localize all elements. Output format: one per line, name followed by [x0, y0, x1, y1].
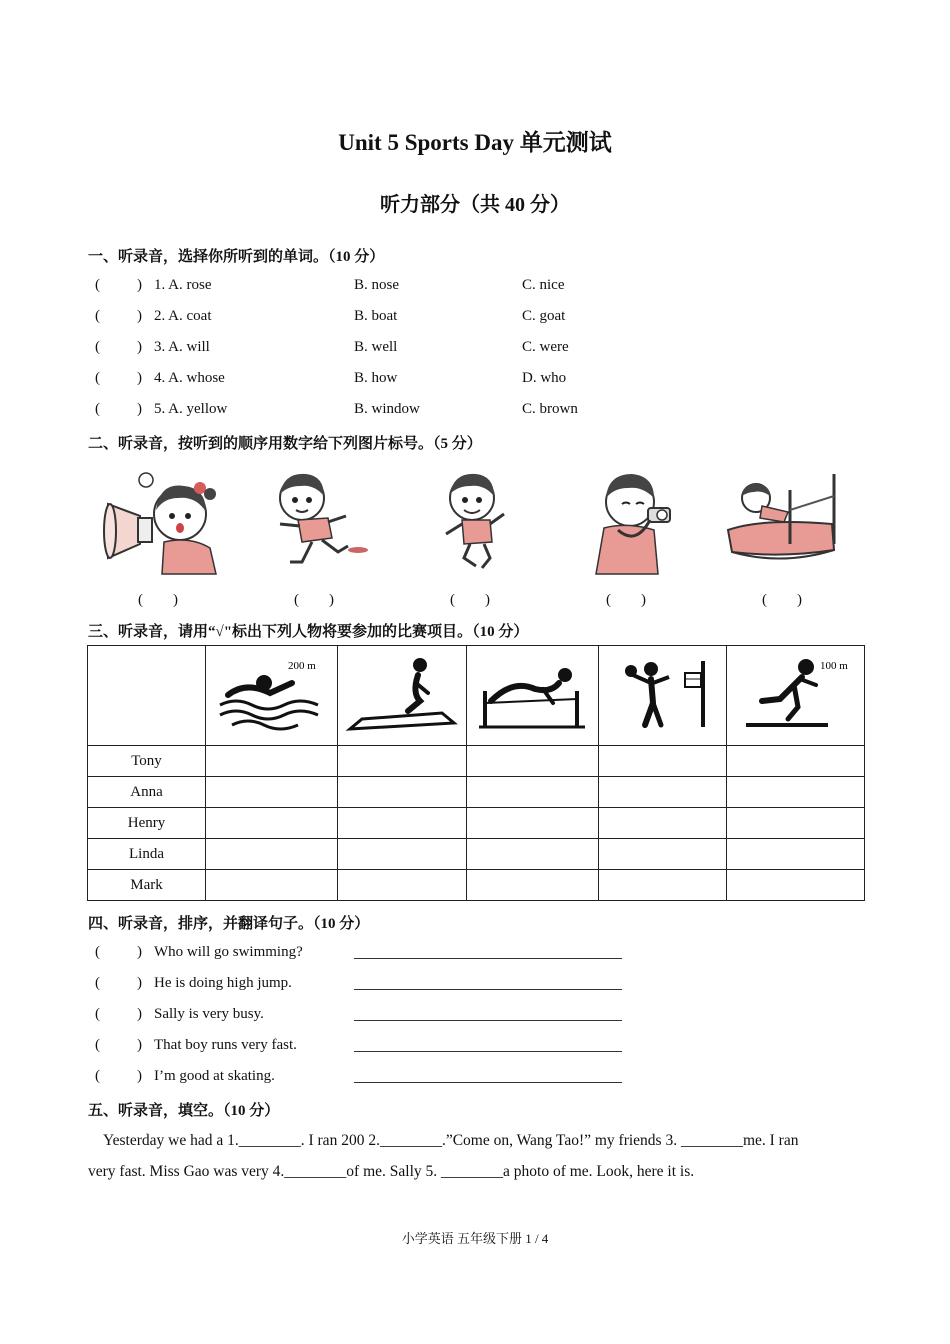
check-cell[interactable]: [599, 746, 727, 777]
check-cell[interactable]: [727, 808, 865, 839]
option-a: 3. A. will: [154, 339, 210, 355]
sentence-row: [88, 1068, 868, 1090]
option-c: D. who: [522, 370, 567, 386]
participant-name: Tony: [88, 746, 206, 777]
order-paren-open[interactable]: (: [95, 1006, 100, 1022]
answer-paren-close: ): [137, 339, 142, 355]
sentence-text: Who will go swimming?: [154, 944, 303, 960]
check-cell[interactable]: [206, 870, 338, 901]
check-cell[interactable]: [338, 777, 467, 808]
picture-answer-slot[interactable]: ( ): [762, 592, 802, 608]
picture-answer-slot[interactable]: ( ): [450, 592, 490, 608]
participant-name: Henry: [88, 808, 206, 839]
question-row: [88, 277, 868, 299]
option-a: 1. A. rose: [154, 277, 212, 293]
answer-paren-open[interactable]: (: [95, 277, 100, 293]
translation-blank[interactable]: [354, 958, 622, 959]
running-icon: [727, 646, 865, 746]
order-paren-close: ): [137, 1068, 142, 1084]
sentence-text: That boy runs very fast.: [154, 1037, 297, 1053]
order-paren-open[interactable]: (: [95, 975, 100, 991]
translation-blank[interactable]: [354, 1082, 622, 1083]
picture-answer-slot[interactable]: ( ): [606, 592, 646, 608]
basketball-icon: [599, 646, 727, 746]
sentence-text: Sally is very busy.: [154, 1006, 264, 1022]
answer-paren-open[interactable]: (: [95, 308, 100, 324]
check-cell[interactable]: [206, 746, 338, 777]
order-paren-close: ): [137, 944, 142, 960]
check-cell[interactable]: [467, 777, 599, 808]
option-b: B. boat: [354, 308, 398, 324]
sentence-text: I’m good at skating.: [154, 1068, 275, 1084]
section5-heading: 五、听录音，填空。（10 分）: [88, 1103, 280, 1119]
section2-heading: 二、听录音，按听到的顺序用数字给下列图片标号。（5 分）: [88, 436, 482, 452]
swimming-distance-label: 200 m: [287, 660, 316, 672]
boy-running-icon: [262, 466, 392, 576]
check-cell[interactable]: [338, 808, 467, 839]
picture-answer-slot[interactable]: ( ): [294, 592, 334, 608]
question-row: [88, 308, 868, 330]
section1-heading: 一、听录音，选择你所听到的单词。（10 分）: [88, 249, 385, 265]
check-cell[interactable]: [338, 870, 467, 901]
table-corner-cell: [88, 646, 206, 746]
option-c: C. goat: [522, 308, 566, 324]
answer-paren-open[interactable]: (: [95, 401, 100, 417]
question-row: [88, 370, 868, 392]
answer-paren-close: ): [137, 401, 142, 417]
translation-blank[interactable]: [354, 1051, 622, 1052]
option-c: C. brown: [522, 401, 578, 417]
long-jump-icon: [338, 646, 467, 746]
high-jump-icon: [467, 646, 599, 746]
option-b: B. how: [354, 370, 398, 386]
translation-blank[interactable]: [354, 989, 622, 990]
passage-line-2: very fast. Miss Gao was very 4.________of me. Sally 5. ________a photo of me. Look, here it is.: [88, 1163, 695, 1180]
option-b: B. well: [354, 339, 398, 355]
boy-camera-icon: [578, 466, 708, 576]
section3-heading: 三、听录音，请用“√"标出下列人物将要参加的比赛项目。（10 分）: [88, 624, 529, 640]
sentence-text: He is doing high jump.: [154, 975, 292, 991]
option-c: C. were: [522, 339, 569, 355]
page-title: Unit 5 Sports Day 单元测试: [338, 130, 612, 155]
check-cell[interactable]: [206, 839, 338, 870]
sentence-row: [88, 944, 868, 966]
check-cell[interactable]: [206, 808, 338, 839]
participant-name: Mark: [88, 870, 206, 901]
check-cell[interactable]: [727, 777, 865, 808]
check-cell[interactable]: [727, 870, 865, 901]
order-paren-open[interactable]: (: [95, 1068, 100, 1084]
option-b: B. nose: [354, 277, 399, 293]
sentence-row: [88, 1006, 868, 1028]
boy-high-jump-icon: [722, 466, 852, 576]
passage-line-1: Yesterday we had a 1.________. I ran 200 2.________.”Come on, Wang Tao!” my friends 3. ________me. I ran: [103, 1132, 799, 1149]
translation-blank[interactable]: [354, 1020, 622, 1021]
answer-paren-close: ): [137, 277, 142, 293]
question-row: [88, 339, 868, 361]
question-row: [88, 401, 868, 423]
option-c: C. nice: [522, 277, 565, 293]
running-distance-label: 100 m: [819, 660, 848, 672]
answer-paren-close: ): [137, 308, 142, 324]
boy-jumping-icon: [420, 466, 550, 576]
check-cell[interactable]: [727, 839, 865, 870]
picture-answer-slot[interactable]: ( ): [138, 592, 178, 608]
check-cell[interactable]: [599, 839, 727, 870]
order-paren-close: ): [137, 1006, 142, 1022]
check-cell[interactable]: [338, 839, 467, 870]
section4-heading: 四、听录音，排序，并翻译句子。（10 分）: [88, 916, 370, 932]
sentence-row: [88, 975, 868, 997]
check-cell[interactable]: [599, 777, 727, 808]
answer-paren-open[interactable]: (: [95, 339, 100, 355]
order-paren-close: ): [137, 1037, 142, 1053]
answer-paren-open[interactable]: (: [95, 370, 100, 386]
swimming-icon: [206, 646, 338, 746]
participant-name: Anna: [88, 777, 206, 808]
check-cell[interactable]: [727, 746, 865, 777]
option-a: 2. A. coat: [154, 308, 212, 324]
check-cell[interactable]: [599, 808, 727, 839]
answer-paren-close: ): [137, 370, 142, 386]
option-a: 5. A. yellow: [154, 401, 228, 417]
option-a: 4. A. whose: [154, 370, 225, 386]
check-cell[interactable]: [467, 808, 599, 839]
check-cell[interactable]: [338, 746, 467, 777]
sentence-row: [88, 1037, 868, 1059]
order-paren-close: ): [137, 975, 142, 991]
check-cell[interactable]: [206, 777, 338, 808]
check-cell[interactable]: [599, 870, 727, 901]
check-cell[interactable]: [467, 746, 599, 777]
event-table: [87, 645, 865, 901]
check-cell[interactable]: [467, 870, 599, 901]
participant-name: Linda: [88, 839, 206, 870]
girl-megaphone-icon: [100, 466, 230, 576]
page-footer: 小学英语 五年级下册 1 / 4: [401, 1231, 549, 1246]
order-paren-open[interactable]: (: [95, 1037, 100, 1053]
check-cell[interactable]: [467, 839, 599, 870]
option-b: B. window: [354, 401, 420, 417]
page-subtitle: 听力部分（共 40 分）: [380, 194, 570, 216]
order-paren-open[interactable]: (: [95, 944, 100, 960]
